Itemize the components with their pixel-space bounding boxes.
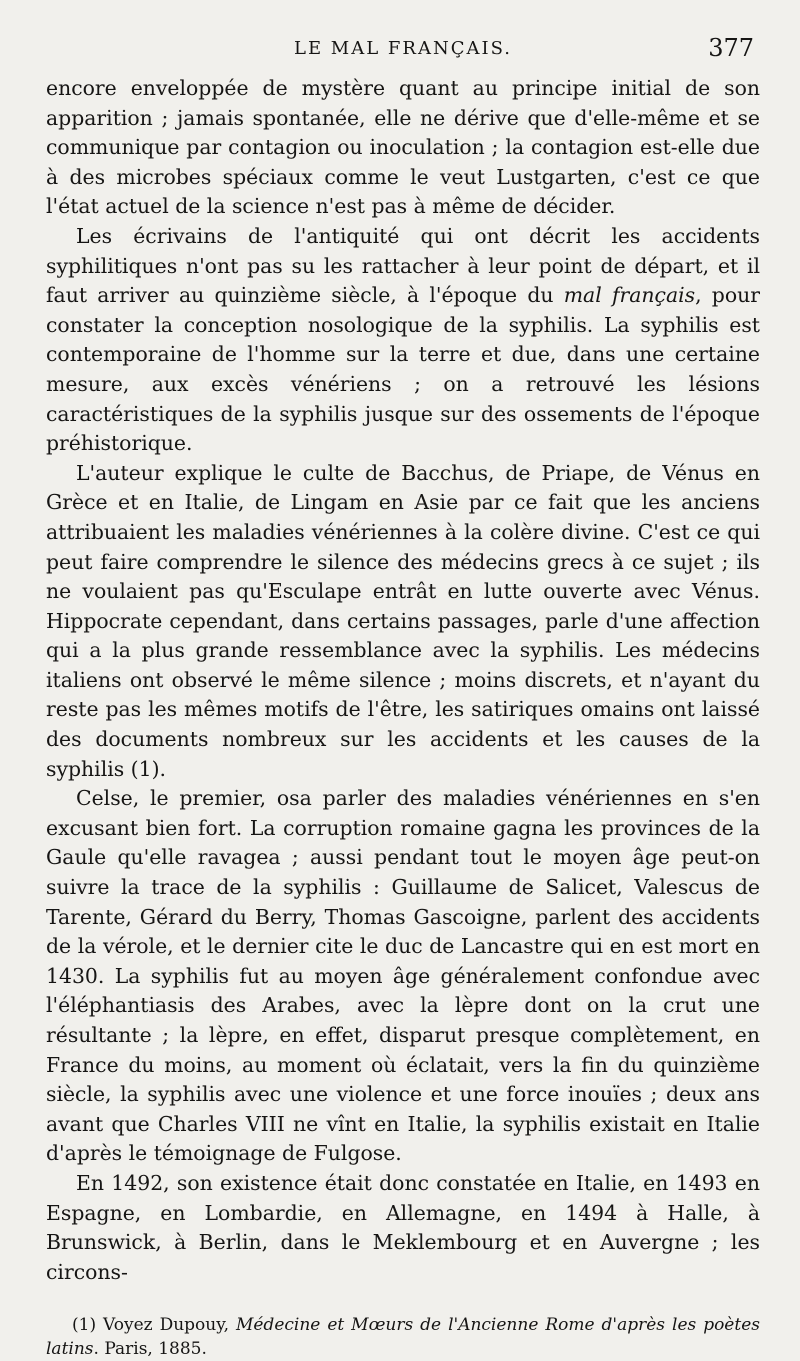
paragraph-antiquity	[46, 222, 760, 459]
paragraph-cults: L'auteur explique le culte de Bacchus, de Priape, de Vénus en Grèce et en Italie, de Lingam en Asie par ce fait que les anciens attribuaient les maladies vénériennes à la colère divine. C'est ce qui peut faire comprendre le silence des médecins grecs à ce sujet ; ils ne voulaient pas qu'Esculape entrât en lutte ouverte avec Vénus. Hippocrate cependant, dans certains passages, parle d'une affection qui a la plus grande ressemblance avec la syphilis. Les médecins italiens ont observé le même silence ; moins discrets, et n'ayant du reste pas les mêmes motifs de l'être, les satiriques omains ont laissé des documents nombreux sur les accidents et les causes de la syphilis (1).	[46, 460, 760, 781]
body-text	[46, 74, 760, 1287]
running-title: LE MAL FRANÇAIS.	[293, 38, 512, 59]
paragraph-antiquity-end: , pour constater la conception nosologique de la syphilis. La syphilis est contemporaine de l'homme sur la terre et due, dans une certaine mesure, aux excès vénériens ; on a retrouvé les lésions caractéristiques de la syphilis jusque sur des ossements de l'époque préhistorique.	[46, 283, 760, 456]
paragraph-celse: Celse, le premier, osa parler des maladies vénériennes en s'en excusant bien fort. La corruption romaine gagna les provinces de la Gaule qu'elle ravagea ; aussi pendant tout le moyen âge peut-on suivre la trace de la syphilis : Guillaume de Salicet, Valescus de Tarente, Gérard du Berry, Thomas Gascoigne, parlent des accidents de la vérole, et le dernier cite le duc de Lancastre qui en est mort en 1430. La syphilis fut au moyen âge généralement confondue avec l'éléphantiasis des Arabes, avec la lèpre dont on la crut une résultante ; la lèpre, en effet, disparut presque complètement, en France du moins, au moment où éclatait, vers la fin du quinzième siècle, la syphilis avec une violence et une force inouïes ; deux ans avant que Charles VIII ne vînt en Italie, la syphilis existait en Italie d'après le témoignage de Fulgose.	[46, 786, 760, 1166]
page-number: 377	[708, 34, 754, 62]
running-head	[46, 34, 760, 74]
paragraph-1492: En 1492, son existence était donc constatée en Italie, en 1493 en Espagne, en Lombardie, en Allemagne, en 1494 à Halle, à Brunswick, à Berlin, dans le Meklembourg et en Auvergne ; les circons-	[46, 1170, 760, 1284]
footnote	[46, 1313, 760, 1361]
footnote-marker: (1) Voyez Dupouy,	[72, 1315, 236, 1336]
paragraph-continued: encore enveloppée de mystère quant au principe initial de son apparition ; jamais spontanée, elle ne dérive que d'elle-même et se communique par contagion ou inoculation ; la contagion est-elle due à des microbes spéciaux comme le veut Lustgarten, c'est ce que l'état actuel de la science n'est pas à même de décider.	[46, 76, 760, 219]
footnote-title: Médecine et Mœurs de l'Ancienne Rome d'après les poètes latins	[46, 1315, 760, 1360]
paragraph-antiquity-start: Les écrivains de l'antiquité qui ont décrit les accidents syphilitiques n'ont pas su les rattacher à leur point de départ, et il faut arriver au quinzième siècle, à l'époque du	[46, 223, 760, 308]
footnote-rest: . Paris, 1885.	[93, 1339, 207, 1360]
mal-francais-term: mal français	[563, 283, 696, 308]
